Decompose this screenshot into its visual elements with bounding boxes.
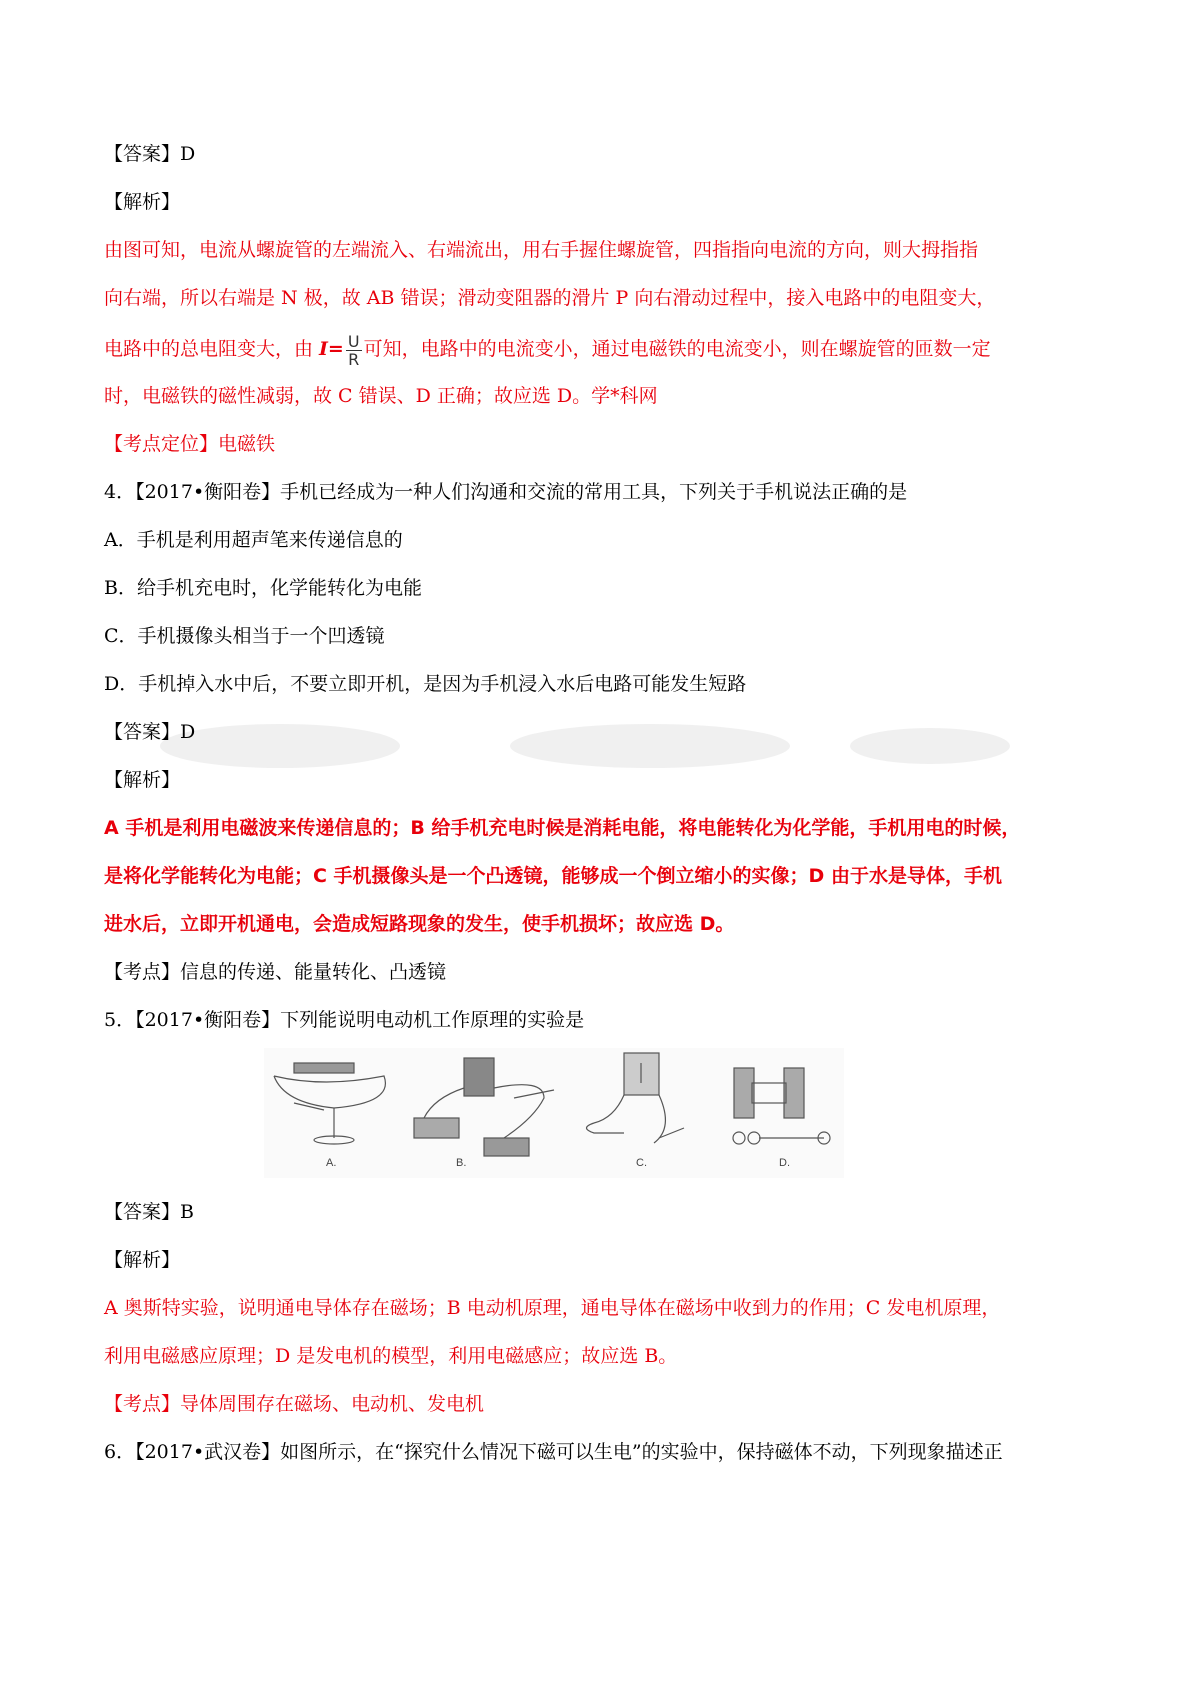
q4-option-b: B．给手机充电时，化学能转化为电能: [104, 577, 422, 599]
ohms-law-fraction: [346, 333, 362, 368]
q5-stem: 5．【2017•衡阳卷】下列能说明电动机工作原理的实验是: [104, 1009, 585, 1031]
q4-analysis-label: 【解析】: [104, 769, 181, 791]
figure-d-generator-model: [733, 1068, 830, 1144]
fraction-numerator: U: [347, 331, 360, 351]
figure-label-a: A.: [326, 1157, 337, 1169]
q3-analysis-line-4: 时，电磁铁的磁性减弱，故 C 错误、D 正确；故应选 D。学*科网: [104, 385, 658, 407]
formula-i: I=: [319, 338, 344, 360]
q4-option-d: D．手机掉入水中后，不要立即开机，是因为手机浸入水后电路可能发生短路: [104, 673, 747, 695]
q4-analysis-line-1: A 手机是利用电磁波来传递信息的；B 给手机充电时候是消耗电能，将电能转化为化学能，手机用电的时候，: [104, 817, 1021, 839]
q5-analysis-line-2: 利用电磁感应原理；D 是发电机的模型，利用电磁感应；故应选 B。: [104, 1345, 678, 1367]
q3-analysis-line-1: 由图可知，电流从螺旋管的左端流入、右端流出，用右手握住螺旋管，四指指向电流的方向，则大拇指指: [104, 239, 979, 261]
q3-analysis-label: 【解析】: [104, 191, 181, 213]
figure-label-b: B.: [456, 1157, 467, 1169]
q5-analysis-label: 【解析】: [104, 1249, 181, 1271]
figure-label-c: C.: [636, 1157, 647, 1169]
q6-stem: 6．【2017•武汉卷】如图所示，在“探究什么情况下磁可以生电”的实验中，保持磁体不动，下列现象描述正: [104, 1441, 1003, 1463]
figure-label-d: D.: [779, 1157, 790, 1169]
q3-topic: 【考点定位】电磁铁: [104, 433, 276, 455]
q4-answer: 【答案】D: [104, 721, 196, 743]
figure-a-oersted: [274, 1063, 385, 1144]
q4-option-c: C．手机摄像头相当于一个凹透镜: [104, 625, 385, 647]
figure-c-generator: [587, 1053, 685, 1143]
q4-topic: 【考点】信息的传递、能量转化、凸透镜: [104, 961, 447, 983]
q3-analysis-line-2: 向右端，所以右端是 N 极，故 AB 错误；滑动变阻器的滑片 P 向右滑动过程中，接入电路中的电阻变大，: [104, 287, 996, 309]
q3-analysis-line-3: [104, 331, 1104, 369]
q5-answer: 【答案】B: [104, 1201, 194, 1223]
q3-line3-post: 可知，电路中的电流变小，通过电磁铁的电流变小，则在螺旋管的匝数一定: [363, 338, 991, 360]
q4-stem: 4．【2017•衡阳卷】手机已经成为一种人们沟通和交流的常用工具，下列关于手机说法正确的是: [104, 481, 908, 503]
fraction-denominator: R: [348, 349, 360, 369]
figure-b-motor: [414, 1058, 554, 1156]
q4-analysis-line-2: 是将化学能转化为电能；C 手机摄像头是一个凸透镜，能够成一个倒立缩小的实像；D 由于水是导体，手机: [104, 865, 1002, 887]
experiment-figure: [264, 1048, 844, 1178]
q4-option-a: A．手机是利用超声笔来传递信息的: [104, 529, 403, 551]
q3-line3-pre: 电路中的总电阻变大，由: [104, 338, 320, 360]
q5-topic: 【考点】导体周围存在磁场、电动机、发电机: [104, 1393, 485, 1415]
q4-analysis-line-3: 进水后，立即开机通电，会造成短路现象的发生，使手机损坏；故应选 D。: [104, 913, 735, 935]
q5-analysis-line-1: A 奥斯特实验，说明通电导体存在磁场；B 电动机原理，通电导体在磁场中收到力的作用；C 发电机原理，: [104, 1297, 1001, 1319]
document-page: [104, 140, 1104, 1466]
q3-answer: 【答案】D: [104, 143, 196, 165]
